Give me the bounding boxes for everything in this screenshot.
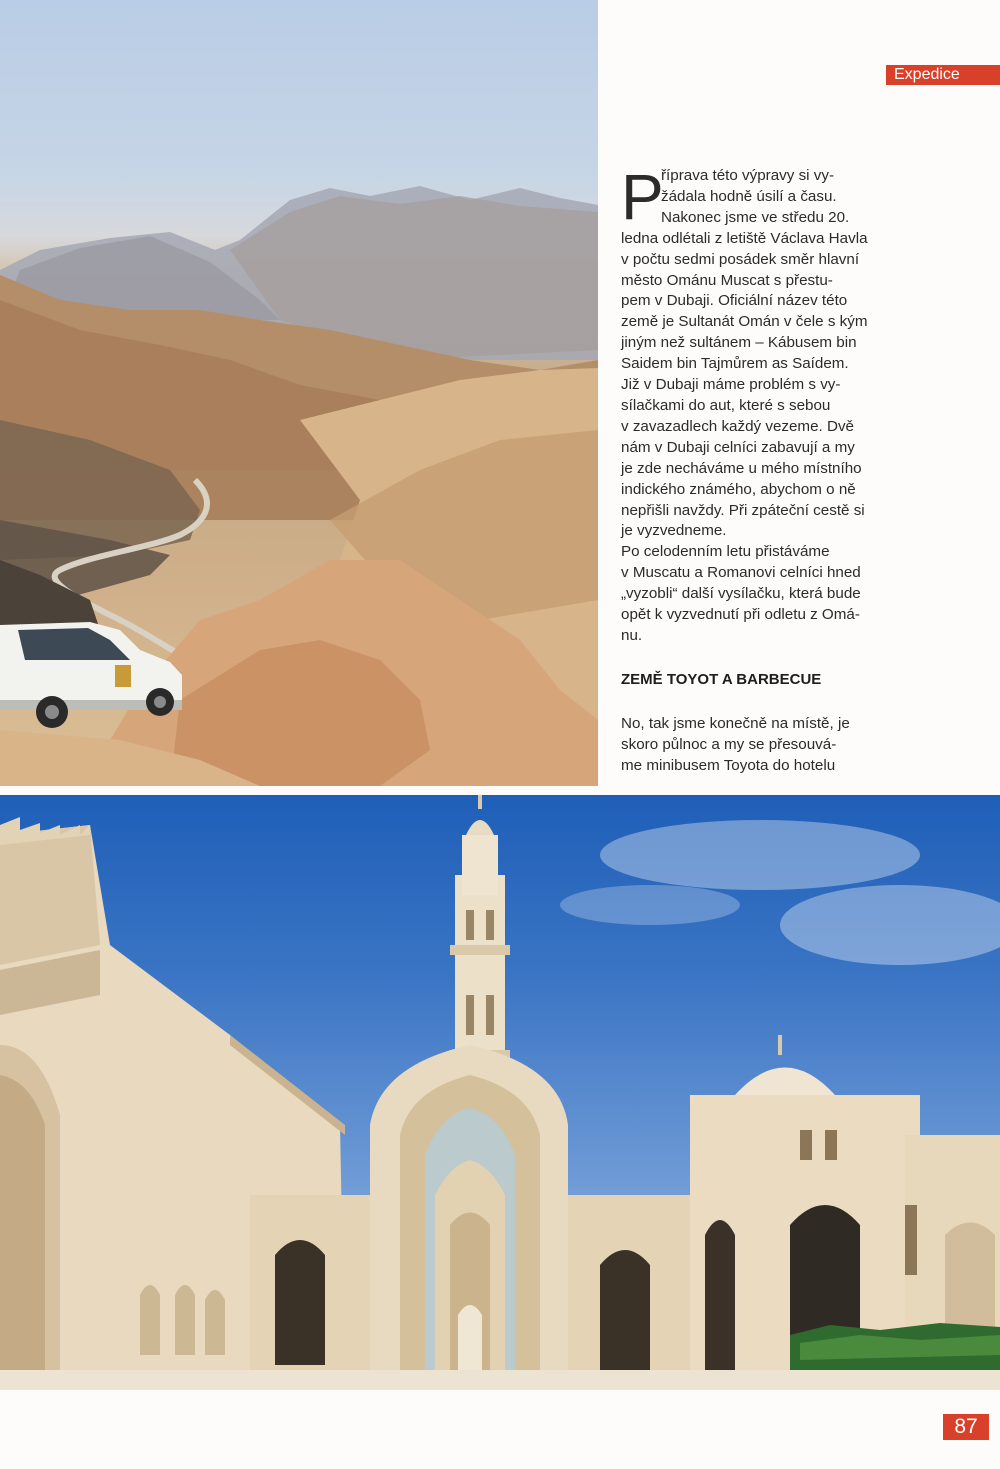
drop-cap: P bbox=[621, 161, 664, 233]
section-tag: Expedice bbox=[886, 65, 1000, 85]
article-line: nepřišli navždy. Při zpáteční cestě si bbox=[621, 501, 865, 519]
article-line: jiným než sultánem – Kábusem bin bbox=[621, 334, 857, 352]
article-subheading: ZEMĚ TOYOT A BARBECUE bbox=[621, 671, 822, 688]
article-line: město Ománu Muscat s přestu- bbox=[621, 271, 833, 289]
article-line: Již v Dubaji máme problém s vy- bbox=[621, 376, 841, 394]
mosque-illustration bbox=[0, 795, 1000, 1390]
article-line: v Muscatu a Romanovi celníci hned bbox=[621, 564, 861, 582]
article-line: sílačkami do aut, které s sebou bbox=[621, 396, 831, 414]
article-line: ledna odlétali z letiště Václava Havla bbox=[621, 229, 868, 247]
desert-landscape-illustration bbox=[0, 0, 598, 786]
page-number: 87 bbox=[943, 1414, 989, 1440]
article-body-continued bbox=[621, 714, 861, 777]
article-line: pem v Dubaji. Oficiální název této bbox=[621, 292, 848, 310]
article-line: země je Sultanát Omán v čele s kým bbox=[621, 313, 868, 331]
article-line: indického známého, abychom o ně bbox=[621, 480, 856, 498]
article-body bbox=[621, 161, 868, 647]
article-line: žádala hodně úsilí a času. bbox=[661, 187, 837, 205]
article-line: nu. bbox=[621, 626, 643, 644]
article-line: v počtu sedmi posádek směr hlavní bbox=[621, 250, 860, 268]
article-line: je vyzvedneme. bbox=[621, 522, 727, 540]
article-line: Nakonec jsme ve středu 20. bbox=[661, 208, 850, 226]
article-line: říprava této výpravy si vy- bbox=[661, 167, 835, 184]
mosque-photo bbox=[0, 795, 1000, 1390]
article-line: skoro půlnoc a my se přesouvá- bbox=[621, 735, 837, 753]
article-line: „vyzobli“ další vysílačku, která bude bbox=[621, 585, 861, 603]
article-line: me minibusem Toyota do hotelu bbox=[621, 756, 836, 774]
article-line: Po celodenním letu přistáváme bbox=[621, 543, 830, 561]
article-line: je zde necháváme u mého místního bbox=[621, 459, 862, 477]
article-line: v zavazadlech každý vezeme. Dvě bbox=[621, 417, 854, 435]
desert-photo bbox=[0, 0, 598, 786]
article-line: nám v Dubaji celníci zabavují a my bbox=[621, 438, 855, 456]
article-line: opět k vyzvednutí při odletu z Omá- bbox=[621, 606, 860, 624]
article-line: Saidem bin Tajmůrem as Saídem. bbox=[621, 355, 849, 373]
article-line: No, tak jsme konečně na místě, je bbox=[621, 715, 850, 732]
